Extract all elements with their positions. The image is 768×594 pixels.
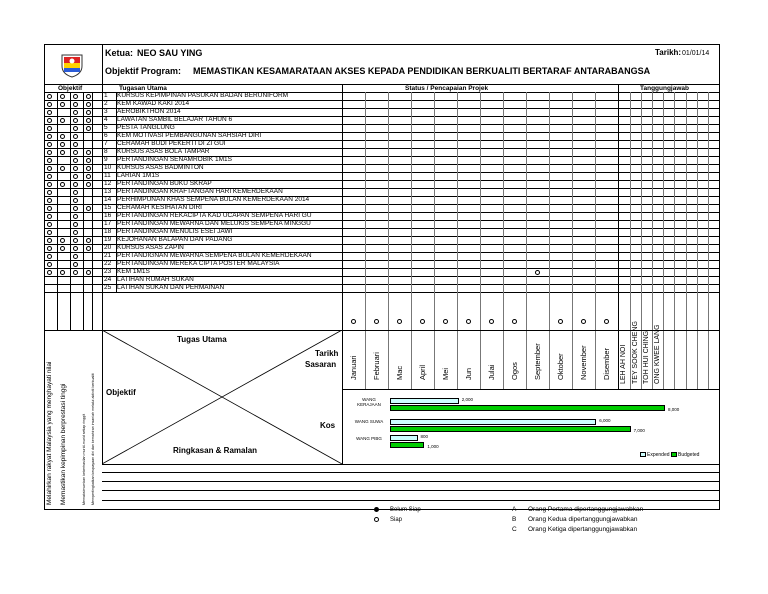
- siap-circle: [374, 517, 379, 522]
- sasaran-label: Sasaran: [305, 360, 337, 369]
- objective-circle: [47, 262, 52, 267]
- month-label: April: [418, 364, 427, 380]
- objektif-program-text: MEMASTIKAN KESAMARATAAN AKSES KEPADA PENDIDIKAN BERKUALITI BERTARAF ANTARABANGSA: [193, 66, 651, 76]
- task-number: 21: [104, 252, 112, 259]
- task-number: 14: [104, 196, 112, 203]
- objective-circle: [73, 110, 78, 115]
- month-line: [526, 330, 527, 389]
- chart-category-label: WANG KERAJAAN: [357, 397, 381, 407]
- objective-circle: [47, 126, 52, 131]
- month-line: [411, 92, 412, 330]
- objektif-col-header: Objektif: [58, 85, 83, 92]
- col-line: [92, 92, 93, 330]
- month-label: Disember: [602, 347, 611, 380]
- chart-value-label: 2,000: [461, 397, 474, 402]
- objective-circle: [73, 238, 78, 243]
- objective-circle: [86, 166, 91, 171]
- task-number: 25: [104, 284, 112, 291]
- responsible-name: LEH AH NOI: [620, 344, 627, 384]
- month-status-circle: [420, 319, 425, 324]
- legend-c-key: C: [512, 526, 517, 533]
- legend-budgeted-label: Budgeted: [678, 452, 700, 458]
- task-number: 13: [104, 188, 112, 195]
- objective-circle: [73, 230, 78, 235]
- task-number: 15: [104, 204, 112, 211]
- chart-bar: [390, 419, 596, 425]
- objective-circle: [86, 270, 91, 275]
- objective-circle: [86, 150, 91, 155]
- task-label: PERTANDINGAN REKACIPTA KAD UCAPAN SEMPENA HARI GU: [117, 212, 312, 219]
- side-objective-text: Melahirkan rakyat Malaysia yang menghayati nilai: [46, 361, 53, 505]
- task-number: 23: [104, 268, 112, 275]
- task-label: LATIHAN SUKAN DAN PERMAINAN: [117, 284, 225, 291]
- objective-circle: [86, 110, 91, 115]
- ketua-label: Ketua:: [105, 48, 134, 58]
- legend-expended-label: Expended: [647, 452, 670, 458]
- task-number: 2: [104, 100, 108, 107]
- month-label: Mac: [395, 365, 404, 380]
- task-label: LAWATAN SAMBIL BELAJAR TAHUN 6: [117, 116, 233, 123]
- chart-bar: [390, 442, 424, 448]
- month-label: November: [579, 345, 588, 380]
- resp-line: [630, 92, 631, 389]
- belum-siap-dot: [374, 507, 379, 512]
- belum-siap-label: Belum Siap: [390, 507, 421, 513]
- month-label: September: [533, 343, 542, 380]
- month-line: [526, 92, 527, 330]
- task-label: PERTANDINGAN MEWARNA DAN MELUKIS SEMPENA MINGGU: [117, 220, 311, 227]
- task-number: 16: [104, 212, 112, 219]
- objective-circle: [73, 158, 78, 163]
- objective-circle: [47, 134, 52, 139]
- objective-circle: [60, 118, 65, 123]
- task-number: 1: [104, 92, 108, 99]
- objective-circle: [47, 254, 52, 259]
- responsible-name: TOH HUI CHING: [643, 330, 650, 384]
- resp-line: [697, 92, 698, 389]
- summary-line: [102, 490, 720, 491]
- summary-line: [102, 472, 720, 473]
- task-number: 19: [104, 236, 112, 243]
- objektif-matrix-label: Objektif: [106, 388, 136, 397]
- objective-circle: [86, 182, 91, 187]
- objective-circle: [47, 174, 52, 179]
- status-circle: [535, 270, 540, 275]
- objective-circle: [73, 118, 78, 123]
- chart-bar: [390, 435, 418, 441]
- objective-circle: [86, 246, 91, 251]
- task-label: KURSUS ASAS ZAPIN: [117, 244, 184, 251]
- task-number: 4: [104, 116, 108, 123]
- objective-circle: [73, 134, 78, 139]
- objective-circle: [47, 150, 52, 155]
- objective-circle: [60, 102, 65, 107]
- objective-circle: [60, 150, 65, 155]
- chart-value-label: 8,000: [668, 407, 680, 412]
- objective-circle: [73, 206, 78, 211]
- month-label: Ogos: [510, 362, 519, 380]
- month-line: [572, 330, 573, 389]
- school-logo: [58, 52, 86, 78]
- objective-circle: [73, 174, 78, 179]
- col-line: [83, 92, 84, 330]
- summary-line: [102, 464, 720, 465]
- objective-circle: [47, 94, 52, 99]
- task-number: 10: [104, 164, 112, 171]
- chart-value-label: 6,000: [599, 418, 611, 423]
- status-col-header: Status / Pencapaian Projek: [405, 85, 489, 92]
- resp-line: [652, 92, 653, 389]
- objective-circle: [60, 270, 65, 275]
- objective-circle: [47, 230, 52, 235]
- resp-line: [641, 92, 642, 389]
- tugas-utama-label: Tugas Utama: [177, 335, 227, 344]
- objective-circle: [73, 166, 78, 171]
- objective-circle: [47, 110, 52, 115]
- task-number: 3: [104, 108, 108, 115]
- chart-bar: [390, 398, 459, 404]
- month-status-circle: [604, 319, 609, 324]
- objektif-program-label: Objektif Program:: [105, 66, 182, 76]
- month-status-circle: [466, 319, 471, 324]
- objective-circle: [47, 118, 52, 123]
- chart-bar: [390, 405, 665, 411]
- legend-b-text: Orang Kedua dipertanggungjawabkan: [528, 516, 638, 523]
- objective-circle: [47, 246, 52, 251]
- task-label: PERTANDIGNAN MEWARNA SEMPENA BULAN KEMERDEKAAN: [117, 252, 312, 259]
- task-number: 6: [104, 132, 108, 139]
- objective-circle: [73, 262, 78, 267]
- month-status-circle: [397, 319, 402, 324]
- month-line: [388, 92, 389, 330]
- objective-circle: [73, 246, 78, 251]
- objective-circle: [47, 222, 52, 227]
- task-label: KEM KAWAD KAKI 2014: [117, 100, 190, 107]
- month-label: Mei: [441, 367, 450, 380]
- month-line: [595, 330, 596, 389]
- task-number: 9: [104, 156, 108, 163]
- month-line: [503, 330, 504, 389]
- month-line: [503, 92, 504, 330]
- chart-category-label: WANG SUWA: [354, 419, 384, 424]
- task-number: 18: [104, 228, 112, 235]
- objective-circle: [60, 182, 65, 187]
- objective-circle: [47, 238, 52, 243]
- month-label: Oktober: [556, 353, 565, 380]
- month-line: [457, 330, 458, 389]
- month-status-circle: [374, 319, 379, 324]
- objective-circle: [47, 206, 52, 211]
- objective-circle: [73, 182, 78, 187]
- month-status-circle: [351, 319, 356, 324]
- chart-top-line: [342, 389, 720, 390]
- month-status-circle: [558, 319, 563, 324]
- chart-value-label: 1,000: [427, 444, 439, 449]
- task-label: KEM MOTIVASI PEMBANGUNAN SAHSIAH DIRI: [117, 132, 262, 139]
- month-line: [549, 92, 550, 330]
- chart-value-label: 800: [420, 434, 429, 439]
- objective-circle: [60, 142, 65, 147]
- objective-circle: [86, 206, 91, 211]
- month-status-circle: [512, 319, 517, 324]
- legend-a-text: Orang Pertama dipertanggungjawabkan: [528, 506, 644, 513]
- task-number: 17: [104, 220, 112, 227]
- task-number: 22: [104, 260, 112, 267]
- objective-circle: [86, 94, 91, 99]
- task-label: KURSUS KEPIMPINAN PASUKAN BADAN BERUNIFORM: [117, 92, 289, 99]
- chart-category-label: WANG PIBG: [356, 436, 382, 441]
- tarikh-value: 01/01/14: [682, 50, 710, 57]
- objective-circle: [47, 198, 52, 203]
- task-number: 8: [104, 148, 108, 155]
- tarikh-label-matrix: Tarikh: [315, 349, 339, 358]
- objective-circle: [47, 142, 52, 147]
- chart-bar: [390, 426, 631, 432]
- objective-circle: [86, 126, 91, 131]
- legend-budgeted-swatch: [671, 452, 677, 457]
- month-line: [457, 92, 458, 330]
- objective-circle: [86, 102, 91, 107]
- month-label: Jun: [464, 367, 473, 380]
- side-objective-text: Mempertingkatkan keupayaan diri dan kemahiran insaniah melalui aktiviti berkualiti: [91, 373, 95, 505]
- task-label: CERAMAH BUDI PEKERTI DI ZI GUI: [117, 140, 226, 147]
- ringkasan-label: Ringkasan & Ramalan: [173, 446, 258, 455]
- objective-circle: [47, 214, 52, 219]
- objective-circle: [60, 246, 65, 251]
- objective-circle: [73, 214, 78, 219]
- tanggungjawab-col-header: Tanggungjawab: [640, 85, 689, 92]
- objective-circle: [73, 94, 78, 99]
- legend-expended-swatch: [640, 452, 646, 457]
- objective-circle: [86, 238, 91, 243]
- task-label: LARIAN 1M1S: [117, 172, 160, 179]
- objective-circle: [73, 142, 78, 147]
- siap-label: Siap: [390, 517, 403, 523]
- objective-circle: [60, 238, 65, 243]
- task-label: PERHIMPUNAN KHAS SEMPENA BULAN KEMERDEKAAN 2014: [117, 196, 310, 203]
- task-number: 24: [104, 276, 112, 283]
- month-status-circle: [581, 319, 586, 324]
- task-number: 12: [104, 180, 112, 187]
- responsible-name: TEY SOOK CHENG: [632, 321, 639, 384]
- objective-circle: [73, 254, 78, 259]
- task-label: KURSUS ASAS BOLA TAMPAR: [117, 148, 210, 155]
- month-line: [388, 330, 389, 389]
- month-label: Januari: [349, 355, 358, 380]
- col-line: [618, 84, 619, 389]
- task-label: KEM 1M1S: [117, 268, 150, 275]
- legend-a-key: A: [512, 506, 517, 513]
- task-label: KURSUS ASAS BADMINTON: [117, 164, 204, 171]
- legend-b-key: B: [512, 516, 517, 523]
- objective-circle: [47, 182, 52, 187]
- month-line: [365, 92, 366, 330]
- task-label: PESTA TANGLUNG: [117, 124, 175, 131]
- task-number: 5: [104, 124, 108, 131]
- month-line: [434, 330, 435, 389]
- objective-circle: [86, 174, 91, 179]
- task-label: AEROBIKTHON 2014: [117, 108, 181, 115]
- col-line: [57, 92, 58, 330]
- objective-circle: [47, 270, 52, 275]
- month-label: Julai: [487, 364, 496, 380]
- task-label: KEJOHANAN BALAPAN DAN PADANG: [117, 236, 233, 243]
- month-line: [411, 330, 412, 389]
- objective-circle: [73, 190, 78, 195]
- objective-circle: [60, 94, 65, 99]
- objective-circle: [73, 198, 78, 203]
- side-objective-text: Memaksimumkan keberhasilan murid-murid setiap ringgit: [82, 413, 86, 505]
- task-label: CERAMAH KESIHATAN DIRI: [117, 204, 202, 211]
- resp-line: [686, 92, 687, 389]
- objective-circle: [73, 222, 78, 227]
- col-line: [70, 92, 71, 330]
- chart-value-label: 7,000: [633, 428, 645, 433]
- month-line: [549, 330, 550, 389]
- col-line: [342, 84, 343, 464]
- objective-circle: [86, 158, 91, 163]
- objective-circle: [73, 126, 78, 131]
- objective-circle: [73, 102, 78, 107]
- month-line: [595, 92, 596, 330]
- month-status-circle: [443, 319, 448, 324]
- task-label: PERTANDINGAN MEREKA CIPTA POSTER MALAYSIA: [117, 260, 280, 267]
- month-status-circle: [489, 319, 494, 324]
- resp-line: [663, 92, 664, 389]
- objective-circle: [47, 158, 52, 163]
- objective-circle: [60, 166, 65, 171]
- month-line: [480, 330, 481, 389]
- x-matrix: [102, 330, 342, 464]
- objective-circle: [86, 118, 91, 123]
- resp-line: [674, 92, 675, 389]
- month-label: Februari: [372, 352, 381, 380]
- tarikh-label: Tarikh:: [655, 48, 682, 57]
- resp-line: [708, 92, 709, 389]
- summary-line: [102, 481, 720, 482]
- tugasan-col-header: Tugasan Utama: [119, 85, 167, 92]
- month-line: [365, 330, 366, 389]
- summary-line: [102, 500, 720, 501]
- objective-circle: [73, 150, 78, 155]
- month-line: [434, 92, 435, 330]
- task-number: 11: [104, 172, 111, 179]
- objective-circle: [47, 166, 52, 171]
- task-label: PERTANDINGAN KRAFTANGAN HARI KEMERDEKAAN: [117, 188, 283, 195]
- objective-circle: [47, 190, 52, 195]
- objective-circle: [73, 270, 78, 275]
- objective-circle: [60, 134, 65, 139]
- task-number: 20: [104, 244, 112, 251]
- month-line: [572, 92, 573, 330]
- task-label: PERTANDINGAN SENAMROBIK 1M1S: [117, 156, 232, 163]
- side-objective-text: Memastikan kepimpinan berprestasi tinggi: [60, 383, 67, 505]
- legend-c-text: Orang Ketiga dipertanggungjawabkan: [528, 526, 638, 533]
- task-number: 7: [104, 140, 108, 147]
- task-label: LATIHAN RUMAH SUKAN: [117, 276, 194, 283]
- ketua-name: NEO SAU YING: [137, 48, 203, 58]
- objective-circle: [47, 102, 52, 107]
- task-label: PERTANDINGAN BUKU SKRAP: [117, 180, 212, 187]
- responsible-name: ONG KWEE LANG: [654, 324, 661, 384]
- month-line: [480, 92, 481, 330]
- kos-label: Kos: [320, 421, 336, 430]
- task-label: PERTANDINGAN MENULIS ESEI JAWI: [117, 228, 233, 235]
